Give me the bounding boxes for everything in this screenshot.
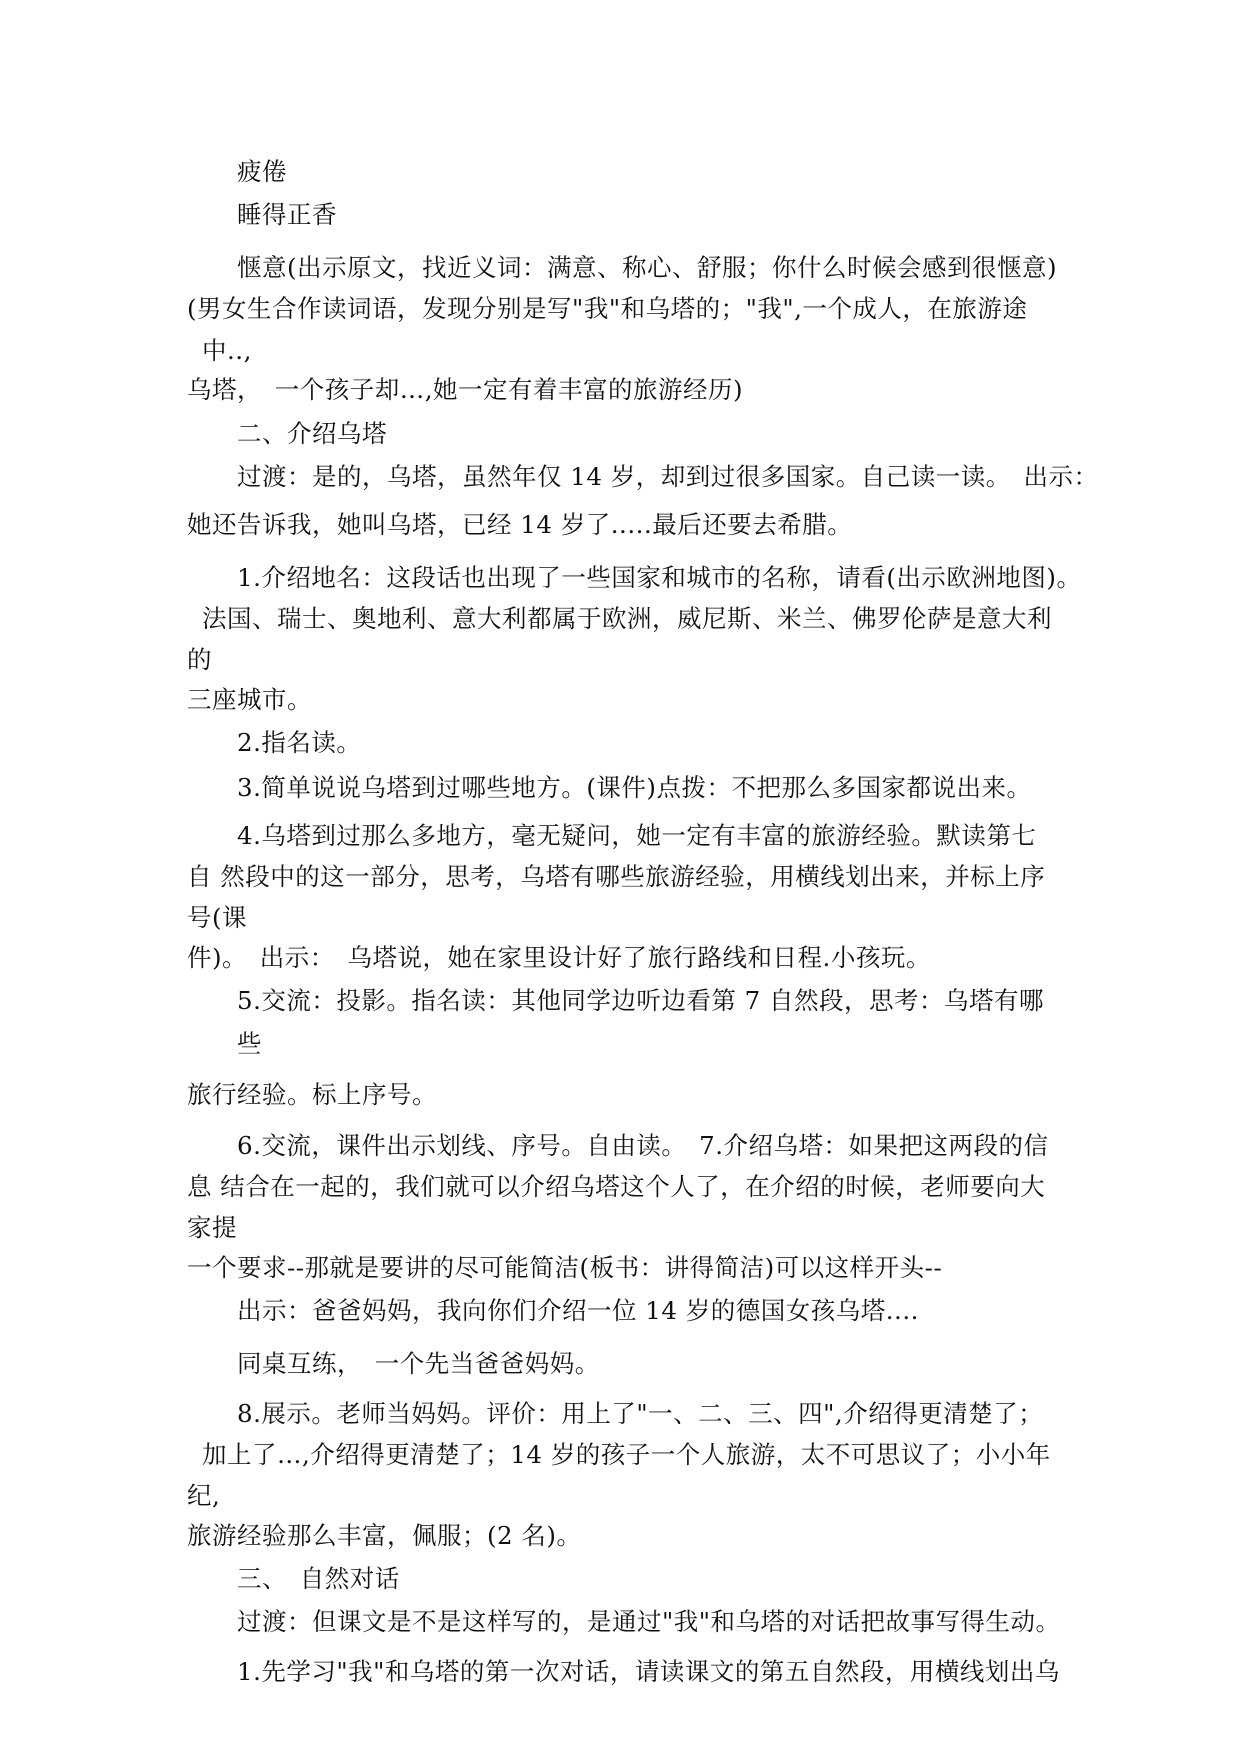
- text-line: 过渡：但课文是不是这样写的，是通过"我"和乌塔的对话把故事写得生动。: [237, 1607, 1061, 1636]
- text-line: 2.指名读。: [237, 728, 362, 757]
- text-line: 同桌互练， 一个先当爸爸妈妈。: [237, 1349, 600, 1378]
- text-line: 6.交流，课件出示划线、序号。自由读。 7.介绍乌塔：如果把这两段的信: [237, 1131, 1049, 1160]
- text-line: 惬意(出示原文，找近义词：满意、称心、舒服；你什么时候会感到很惬意): [237, 253, 1058, 282]
- text-line: 出示：爸爸妈妈，我向你们介绍一位 14 岁的德国女孩乌塔....: [237, 1296, 919, 1325]
- text-line: 家提: [187, 1213, 237, 1242]
- section-heading: 二、介绍乌塔: [237, 419, 387, 448]
- text-line: 旅行经验。标上序号。: [187, 1080, 437, 1109]
- text-line: 4.乌塔到过那么多地方，毫无疑问，她一定有丰富的旅游经验。默读第七: [237, 821, 1037, 850]
- text-line: 5.交流：投影。指名读：其他同学边听边看第 7 自然段，思考：乌塔有哪: [237, 986, 1045, 1015]
- text-line: (男女生合作读词语，发现分别是写"我"和乌塔的；"我",一个成人，在旅游途: [187, 294, 1028, 323]
- text-line: 3.简单说说乌塔到过哪些地方。(课件)点拨：不把那么多国家都说出来。: [237, 773, 1032, 802]
- text-line: 1.先学习"我"和乌塔的第一次对话，请读课文的第五自然段，用横线划出乌: [237, 1657, 1060, 1686]
- text-line: 件)。 出示： 乌塔说，她在家里设计好了旅行路线和日程.小孩玩。: [187, 943, 931, 972]
- text-line: 她还告诉我，她叫乌塔，已经 14 岁了.....最后还要去希腊。: [187, 510, 853, 539]
- text-line: 过渡：是的，乌塔，虽然年仅 14 岁，却到过很多国家。自己读一读。 出示：: [237, 462, 1099, 491]
- text-line: 些: [237, 1029, 262, 1058]
- text-line: 旅游经验那么丰富，佩服；(2 名)。: [187, 1521, 582, 1550]
- text-line: 号(课: [187, 903, 248, 932]
- text-line: 一个要求--那就是要讲的尽可能简洁(板书：讲得简洁)可以这样开头--: [187, 1253, 943, 1282]
- text-line: 三座城市。: [187, 685, 312, 714]
- text-line: 乌塔， 一个孩子却…,她一定有着丰富的旅游经历): [187, 375, 744, 404]
- text-line: 的: [187, 645, 212, 674]
- text-line: 息 结合在一起的，我们就可以介绍乌塔这个人了，在介绍的时候，老师要向大: [187, 1172, 1046, 1201]
- text-line: 纪,: [187, 1481, 221, 1510]
- text-line: 睡得正香: [237, 200, 337, 229]
- section-heading: 三、 自然对话: [237, 1564, 400, 1593]
- text-line: 法国、瑞士、奥地利、意大利都属于欧洲，威尼斯、米兰、佛罗伦萨是意大利: [202, 604, 1052, 633]
- text-line: 加上了…,介绍得更清楚了；14 岁的孩子一个人旅游，太不可思议了；小小年: [202, 1440, 1051, 1469]
- text-line: 中..,: [202, 336, 252, 365]
- text-line: 8.展示。老师当妈妈。评价：用上了"一、二、三、四",介绍得更清楚了；: [237, 1399, 1044, 1428]
- text-line: 1.介绍地名：这段话也出现了一些国家和城市的名称，请看(出示欧洲地图)。: [237, 563, 1082, 592]
- text-line: 自 然段中的这一部分，思考，乌塔有哪些旅游经验，用横线划出来，并标上序: [187, 862, 1046, 891]
- text-line: 疲倦: [237, 157, 287, 186]
